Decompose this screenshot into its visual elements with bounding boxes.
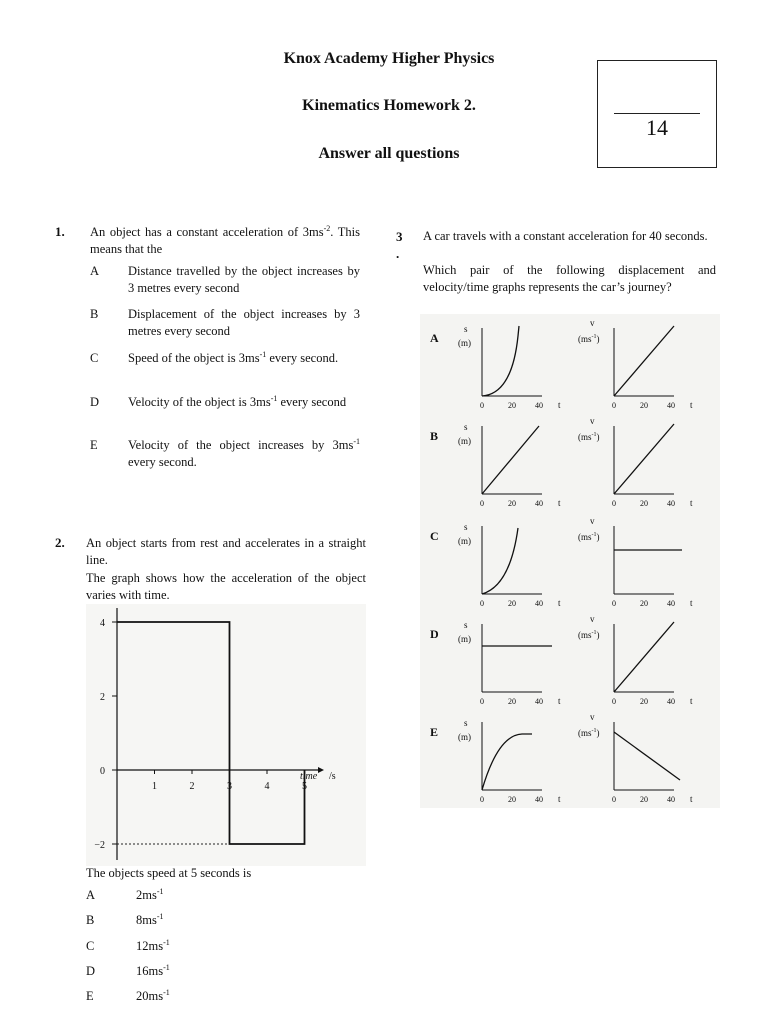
x-axis-unit: /s: [329, 771, 336, 782]
q3-option-c-v-label: v: [590, 516, 595, 526]
q1-text-a: An object has a constant acceleration of: [90, 225, 299, 239]
q2-text-1: An object starts from rest and accelerates in a straight line.: [86, 536, 366, 567]
score-box: [597, 60, 717, 168]
q1-option-b-letter: B: [90, 307, 99, 321]
q1-option-d-text: [128, 394, 360, 411]
x-tick-label: 2: [189, 781, 195, 792]
q3-option-e-v-tick-40: 40: [667, 795, 675, 804]
q3-option-b-letter: B: [430, 429, 439, 443]
y-tick-label: 4: [100, 618, 105, 629]
q2-answer-e-letter: E: [86, 989, 94, 1003]
q3-option-c-s-tick-0: 0: [480, 599, 484, 608]
q3-graph-options: [420, 314, 720, 808]
q3-option-c-s-tick-40: 40: [535, 599, 543, 608]
q3-option-a-v-tick-0: 0: [612, 401, 616, 410]
q3-option-e-v-tick-0: 0: [612, 795, 616, 804]
q3-option-c-letter: C: [430, 529, 439, 543]
q1-option-b-text: Displacement of the object increases by 3 metres every second: [128, 307, 360, 338]
q3-option-e-s-unit: (m): [458, 732, 471, 742]
q3-number: [396, 228, 403, 262]
q2-answer-b-letter: B: [86, 913, 95, 927]
q3-option-a-v-unit: $(ms^{-1})$: [578, 334, 600, 344]
graph-background: [86, 604, 366, 866]
q3-option-a-s-tick-0: 0: [480, 401, 484, 410]
q1-option-d-pre: Velocity of the object is 3ms: [128, 395, 271, 409]
q3-option-e-s-label: s: [464, 718, 468, 728]
q3-option-d-v-label: v: [590, 614, 595, 624]
q1-option-b[interactable]: [90, 306, 362, 342]
q2-answer-c-letter: C: [86, 939, 95, 953]
q1-text-c: . This means that the: [90, 225, 361, 256]
q3-option-d-v-t-label: t: [690, 696, 693, 706]
q3-option-e-s-t-label: t: [558, 794, 561, 804]
q3-option-b-v-tick-0: 0: [612, 499, 616, 508]
q3-option-a-letter: A: [430, 331, 439, 345]
y-tick-label: 2: [100, 692, 105, 703]
q3-option-a-v-tick-20: 20: [640, 401, 648, 410]
x-tick-label: 1: [152, 781, 157, 792]
q3-option-b-v-tick-20: 20: [640, 499, 648, 508]
q3-option-d-s-t-label: t: [558, 696, 561, 706]
q3-option-a-s-unit: (m): [458, 338, 471, 348]
q3-option-c-v-t-label: t: [690, 598, 693, 608]
q3-option-e-v-unit: $(ms^{-1})$: [578, 728, 600, 738]
q3-option-a-v-label: v: [590, 318, 595, 328]
q2-answer-d[interactable]: [86, 964, 286, 980]
q3-text-1: A car travels with a constant acceleration for 40 seconds.: [423, 229, 708, 243]
q3-option-b-s-t-label: t: [558, 498, 561, 508]
q1-option-c[interactable]: [90, 350, 362, 386]
q3-option-c-s-tick-20: 20: [508, 599, 516, 608]
title-line-2: Kinematics Homework 2.: [302, 97, 476, 114]
q3-option-d-s-tick-20: 20: [508, 697, 516, 706]
q3-option-e-letter: E: [430, 725, 439, 739]
q1-option-e-text: [128, 437, 360, 471]
q3-option-d-s-unit: (m): [458, 634, 471, 644]
q3-option-b-v-tick-40: 40: [667, 499, 675, 508]
q3-option-a-s-tick-20: 20: [508, 401, 516, 410]
q3-option-c-v-tick-20: 20: [640, 599, 648, 608]
q2-acceleration-graph: [86, 604, 366, 866]
x-tick-label: 3: [227, 781, 232, 792]
q3-number-dot: .: [396, 246, 400, 261]
q1-option-c-pre: Speed of the object is 3ms: [128, 351, 260, 365]
q3-option-e-v-tick-20: 20: [640, 795, 648, 804]
q1-option-c-post: every second.: [266, 351, 339, 365]
q3-option-a-v-tick-40: 40: [667, 401, 675, 410]
q1-number: 1.: [55, 224, 65, 239]
q3-option-b-s-tick-0: 0: [480, 499, 484, 508]
q3-option-b-v-unit: $(ms^{-1})$: [578, 432, 600, 442]
q3-option-a-s-label: s: [464, 324, 468, 334]
q1-option-d[interactable]: [90, 394, 362, 430]
q1-option-a-letter: A: [90, 264, 100, 278]
score-total: 14: [646, 115, 668, 140]
q1-option-c-text: [128, 350, 360, 367]
q1-option-d-letter: D: [90, 395, 100, 409]
q2-answer-b[interactable]: [86, 913, 286, 929]
q3-option-d-v-tick-20: 20: [640, 697, 648, 706]
q3-option-d-s-tick-40: 40: [535, 697, 543, 706]
q2-text-2: The graph shows how the acceleration of the object varies with time.: [86, 571, 366, 602]
q3-option-c-v-unit: $(ms^{-1})$: [578, 532, 600, 542]
q3-text-2: Which pair of the following displacement and velocity/time graphs represents the car’s journey?: [423, 263, 716, 294]
q1-option-e-post: every second.: [128, 455, 197, 469]
q3-option-c-v-tick-0: 0: [612, 599, 616, 608]
q3-option-c-s-t-label: t: [558, 598, 561, 608]
q3-option-d-v-unit: $(ms^{-1})$: [578, 630, 600, 640]
q2-answer-c[interactable]: [86, 939, 286, 955]
q2-number: 2.: [55, 535, 65, 550]
q3-option-c-v-tick-40: 40: [667, 599, 675, 608]
q3-option-a-s-t-label: t: [558, 400, 561, 410]
q3-option-d-s-tick-0: 0: [480, 697, 484, 706]
q1-option-e-letter: E: [90, 438, 98, 452]
q3-option-d-s-label: s: [464, 620, 468, 630]
x-axis-label: time: [300, 771, 318, 782]
q3-option-e-v-t-label: t: [690, 794, 693, 804]
q1-text-b: 3ms: [302, 225, 324, 239]
q3-option-e-v-label: v: [590, 712, 595, 722]
q3-option-a-v-t-label: t: [690, 400, 693, 410]
q3-option-b-s-label: s: [464, 422, 468, 432]
q3-option-e-s-tick-0: 0: [480, 795, 484, 804]
q1-option-e-pre: Velocity of the object increases by 3ms: [128, 438, 354, 452]
q1-option-d-sup: -1: [270, 393, 278, 403]
q3-option-e-s-tick-20: 20: [508, 795, 516, 804]
q1-text-b-sup: -2: [323, 223, 331, 233]
q1-option-a[interactable]: [90, 263, 362, 299]
y-tick-label: 0: [100, 766, 105, 777]
title-line-1: Knox Academy Higher Physics: [283, 50, 495, 67]
q2-answer-b-value: $8ms^{-1}$: [136, 911, 164, 927]
q2-answer-d-value: $16ms^{-1}$: [136, 962, 170, 978]
q2-answer-e-value: $20ms^{-1}$: [136, 987, 170, 1003]
x-tick-label: 4: [264, 781, 270, 792]
q1-text: [90, 224, 360, 258]
x-tick-label: 5: [302, 781, 307, 792]
q3-option-b-s-tick-40: 40: [535, 499, 543, 508]
q1-option-e-sup: -1: [353, 436, 360, 446]
q2-answer-c-value: $12ms^{-1}$: [136, 937, 170, 953]
q1-option-e[interactable]: [90, 437, 362, 473]
q2-answer-d-letter: D: [86, 964, 96, 978]
q3-option-a-s-tick-40: 40: [535, 401, 543, 410]
q3-option-b-s-unit: (m): [458, 436, 471, 446]
q2-question: The objects speed at 5 seconds is: [86, 866, 252, 880]
q2-answer-a[interactable]: [86, 888, 286, 904]
q3-option-c-s-unit: (m): [458, 536, 471, 546]
q1-option-d-post: every second: [277, 395, 347, 409]
q3-option-b-s-tick-20: 20: [508, 499, 516, 508]
q1-option-c-letter: C: [90, 351, 99, 365]
q3-option-e-s-tick-40: 40: [535, 795, 543, 804]
title-line-3: Answer all questions: [318, 145, 460, 162]
y-tick-label: −2: [94, 840, 105, 851]
q3-option-d-v-tick-0: 0: [612, 697, 616, 706]
q3-number-digit: 3: [396, 229, 403, 244]
q3-option-b-v-label: v: [590, 416, 595, 426]
q3-option-d-letter: D: [430, 627, 439, 641]
q1-option-c-sup: -1: [259, 349, 267, 359]
q3-option-b-v-t-label: t: [690, 498, 693, 508]
q3-option-d-v-tick-40: 40: [667, 697, 675, 706]
q2-answer-e[interactable]: [86, 989, 286, 1005]
q1-option-a-text: Distance travelled by the object increases by 3 metres every second: [128, 264, 360, 295]
score-line: [614, 113, 700, 114]
q2-answer-a-letter: A: [86, 888, 96, 902]
q3-option-c-s-label: s: [464, 522, 468, 532]
q2-answer-a-value: $2ms^{-1}$: [136, 886, 164, 902]
